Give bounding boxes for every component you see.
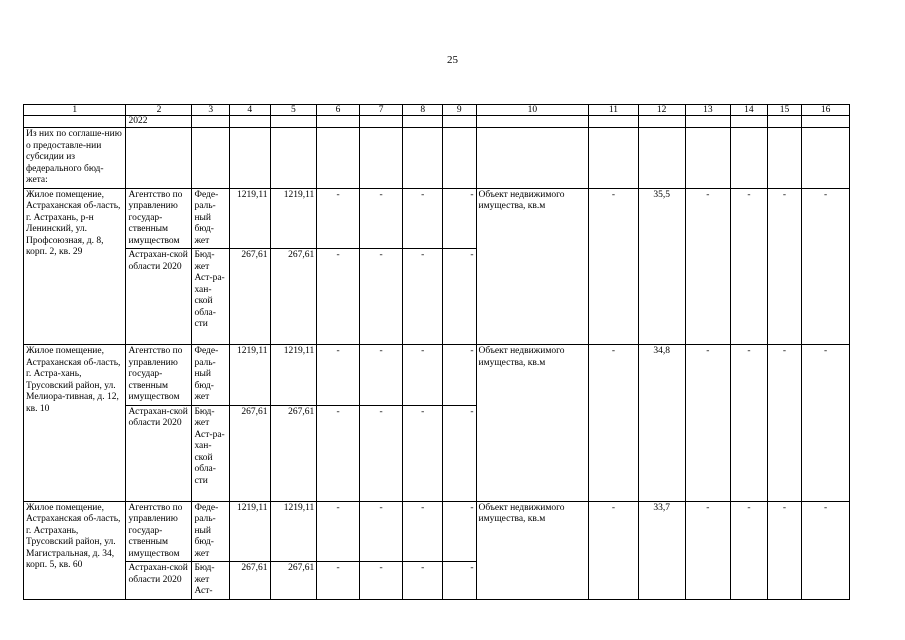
value-cell: - [317, 345, 360, 406]
value-cell: 1219,11 [270, 345, 317, 406]
value-cell: 267,61 [229, 249, 270, 345]
subsidy-heading: Из них по соглаше-нию о предоставле-нии субсидии из федерального бюд-жета: [24, 128, 126, 189]
value-cell: - [589, 501, 639, 599]
value-cell: - [317, 249, 360, 345]
result-cell: Объект недвижимого имущества, кв.м [476, 345, 589, 502]
value-cell: - [589, 345, 639, 502]
col-header: 11 [589, 105, 639, 116]
value-cell: - [685, 345, 731, 502]
year-cell: 2022 [126, 116, 192, 128]
value-cell: 1219,11 [270, 501, 317, 562]
value-cell: - [802, 501, 850, 599]
page-number: 25 [447, 54, 458, 66]
value-cell: 267,61 [229, 562, 270, 600]
value-cell: - [443, 188, 476, 249]
col-header: 7 [359, 105, 403, 116]
value-cell: - [403, 501, 443, 562]
value-cell: - [317, 562, 360, 600]
agency-cell: Астрахан-ской области 2020 [126, 405, 192, 501]
value-cell: - [403, 188, 443, 249]
table-row [24, 188, 850, 249]
value-cell: 267,61 [270, 405, 317, 501]
agency-cell: Астрахан-ской области 2020 [126, 562, 192, 600]
value-cell: - [359, 405, 403, 501]
value-cell: - [359, 188, 403, 249]
value-cell: - [767, 188, 802, 345]
fund-source-cell: Бюд-жет Аст-ра-хан-ской обла-сти [192, 405, 230, 501]
value-cell: - [767, 345, 802, 502]
agency-cell: Астрахан-ской области 2020 [126, 249, 192, 345]
value-cell: - [685, 501, 731, 599]
col-header: 6 [317, 105, 360, 116]
value-cell: 1219,11 [229, 188, 270, 249]
column-number-row [24, 105, 850, 116]
value-cell: - [443, 562, 476, 600]
value-cell: - [317, 405, 360, 501]
fund-source-cell: Феде-раль-ный бюд-жет [192, 188, 230, 249]
agency-cell: Агентство по управлению государ-ственным имуществом [126, 188, 192, 249]
area-value: 33,7 [638, 501, 685, 599]
value-cell: - [589, 188, 639, 345]
value-cell: 1219,11 [229, 501, 270, 562]
fund-source-cell: Феде-раль-ный бюд-жет [192, 345, 230, 406]
result-cell: Объект недвижимого имущества, кв.м [476, 501, 589, 599]
value-cell: - [317, 188, 360, 249]
result-cell: Объект недвижимого имущества, кв.м [476, 188, 589, 345]
value-cell: 267,61 [270, 249, 317, 345]
value-cell: - [359, 249, 403, 345]
col-header: 15 [767, 105, 802, 116]
col-header: 3 [192, 105, 230, 116]
value-cell: - [403, 562, 443, 600]
value-cell: - [317, 501, 360, 562]
value-cell: - [731, 501, 768, 599]
value-cell: 1219,11 [270, 188, 317, 249]
col-header: 12 [638, 105, 685, 116]
object-cell: Жилое помещение, Астраханская об-ласть, г. Астрахань, р-н Ленинский, ул. Профсоюзная, д. 8, корп. 2, кв. 29 [24, 188, 126, 345]
value-cell: - [359, 345, 403, 406]
col-header: 9 [443, 105, 476, 116]
subsidy-heading-row [24, 128, 850, 189]
value-cell: - [767, 501, 802, 599]
value-cell: - [403, 405, 443, 501]
value-cell: 267,61 [270, 562, 317, 600]
value-cell: - [403, 249, 443, 345]
col-header: 13 [685, 105, 731, 116]
value-cell: - [802, 345, 850, 502]
value-cell: 1219,11 [229, 345, 270, 406]
col-header: 4 [229, 105, 270, 116]
table-row [24, 501, 850, 562]
object-cell: Жилое помещение, Астраханская об-ласть, г. Астра-хань, Трусовский район, ул. Мелиора-тивная, д. 12, кв. 10 [24, 345, 126, 502]
col-header: 14 [731, 105, 768, 116]
agency-cell: Агентство по управлению государ-ственным имуществом [126, 345, 192, 406]
col-header: 5 [270, 105, 317, 116]
value-cell: - [403, 345, 443, 406]
value-cell: - [359, 562, 403, 600]
value-cell: 267,61 [229, 405, 270, 501]
fund-source-cell: Феде-раль-ный бюд-жет [192, 501, 230, 562]
report-table [23, 104, 850, 600]
agency-cell: Агентство по управлению государ-ственным имуществом [126, 501, 192, 562]
table-row [24, 345, 850, 406]
value-cell: - [443, 405, 476, 501]
area-value: 34,8 [638, 345, 685, 502]
value-cell: - [802, 188, 850, 345]
object-cell: Жилое помещение, Астраханская об-ласть, г. Астрахань, Трусовский район, ул. Магистральная, д. 34, корп. 5, кв. 60 [24, 501, 126, 599]
col-header: 2 [126, 105, 192, 116]
col-header: 8 [403, 105, 443, 116]
col-header: 16 [802, 105, 850, 116]
year-row [24, 116, 850, 128]
value-cell: - [443, 501, 476, 562]
value-cell: - [359, 501, 403, 562]
col-header: 1 [24, 105, 126, 116]
value-cell: - [685, 188, 731, 345]
value-cell: - [443, 345, 476, 406]
col-header: 10 [476, 105, 589, 116]
fund-source-cell: Бюд-жет Аст- [192, 562, 230, 600]
fund-source-cell: Бюд-жет Аст-ра-хан-ской обла-сти [192, 249, 230, 345]
value-cell: - [731, 345, 768, 502]
value-cell: - [731, 188, 768, 345]
area-value: 35,5 [638, 188, 685, 345]
value-cell: - [443, 249, 476, 345]
